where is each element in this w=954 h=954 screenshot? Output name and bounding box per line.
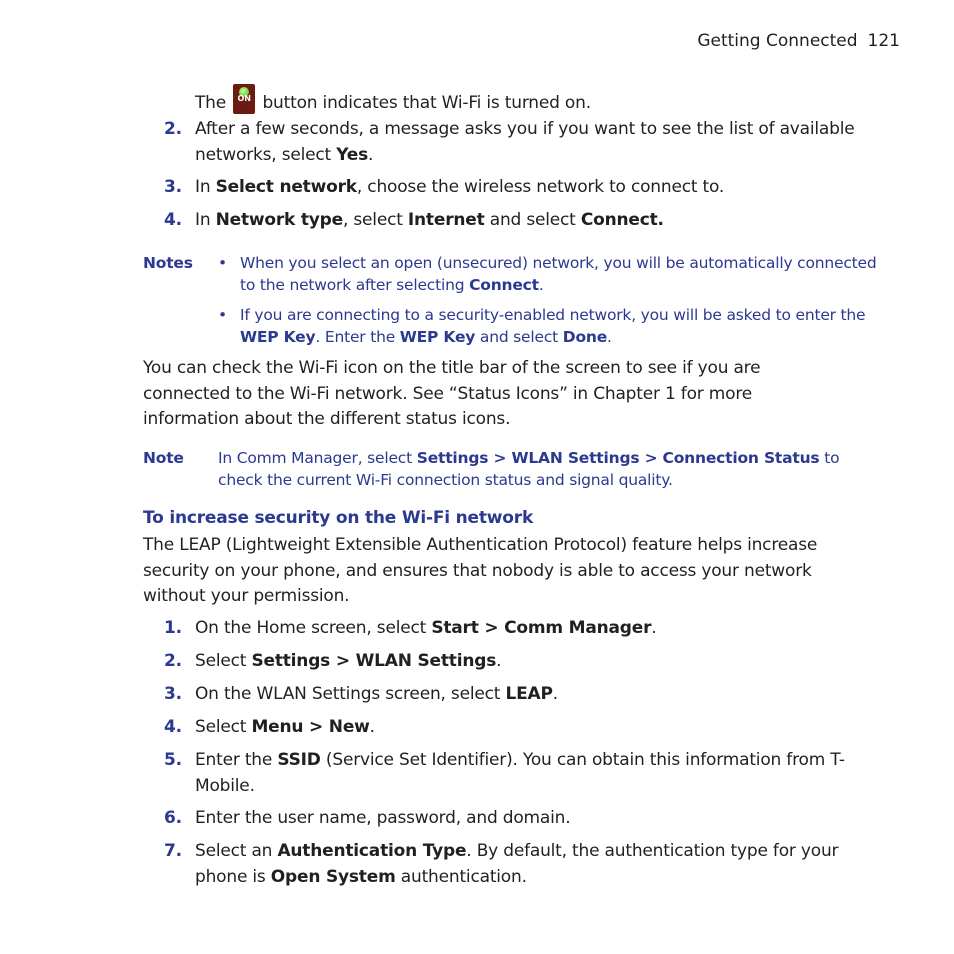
status-icons-paragraph: You can check the Wi-Fi icon on the title bar of the screen to see if you are connected to the Wi-Fi network. See “Status Icons” in Chapter 1 for more information about the different status icons. (143, 358, 761, 429)
step-number: 7. (164, 841, 182, 861)
step-b-7 (143, 839, 883, 890)
step-number: 3. (164, 684, 182, 704)
step-number: 1. (164, 618, 182, 638)
step-b-5 (143, 748, 883, 799)
page-header (697, 31, 900, 51)
notes-label: Notes (143, 254, 193, 272)
wifi-on-button-icon (233, 84, 255, 114)
step-number: 3. (164, 177, 182, 197)
step-text: Enter the SSID (Service Set Identifier). You can obtain this information from T-Mobile. (195, 750, 845, 796)
bullet-dot-icon: • (218, 306, 227, 324)
step-text: In Select network, choose the wireless network to connect to. (195, 177, 725, 197)
header-section-title: Getting Connected (697, 31, 858, 51)
intro-after-icon: button indicates that Wi-Fi is turned on. (262, 93, 591, 113)
step-text: Select Menu > New. (195, 717, 375, 737)
step-number: 5. (164, 750, 182, 770)
wifi-on-intro (195, 84, 920, 117)
step-b-6 (143, 806, 883, 832)
note-block (143, 447, 883, 491)
note-bullet-2: • If you are connecting to a security-enabled network, you will be asked to enter the WEP Key. Enter the WEP Key and select Done. (218, 306, 866, 346)
note-bullet-1: • When you select an open (unsecured) network, you will be automatically connected to the network after selecting Connect. (218, 254, 877, 294)
step-b-1 (143, 616, 883, 642)
step-number: 6. (164, 808, 182, 828)
step-number: 2. (164, 119, 182, 139)
notes-block (143, 252, 883, 348)
step-b-4 (143, 715, 883, 741)
step-number: 4. (164, 717, 182, 737)
header-page-number: 121 (867, 31, 900, 51)
section-heading: To increase security on the Wi-Fi network (143, 508, 534, 528)
step-text: After a few seconds, a message asks you if you want to see the list of available networks, select Yes. (195, 119, 855, 165)
step-text: In Network type, select Internet and select Connect. (195, 210, 664, 230)
step-b-2 (143, 649, 883, 675)
on-icon-label: ON (237, 93, 251, 103)
step-text: Select an Authentication Type. By default, the authentication type for your phone is Open System authentication. (195, 841, 839, 887)
step-text: On the WLAN Settings screen, select LEAP. (195, 684, 558, 704)
step-number: 4. (164, 210, 182, 230)
bullet-dot-icon: • (218, 254, 227, 272)
leap-paragraph: The LEAP (Lightweight Extensible Authentication Protocol) feature helps increase security on your phone, and ensures that nobody is able to access your network without your permission. (143, 535, 818, 606)
step-a-4 (143, 208, 883, 234)
note-label: Note (143, 449, 184, 467)
step-a-2 (143, 117, 883, 168)
step-text: Select Settings > WLAN Settings. (195, 651, 502, 671)
step-number: 2. (164, 651, 182, 671)
notes-bullets (218, 252, 883, 348)
step-a-3 (143, 175, 883, 201)
intro-before-icon: The (195, 93, 227, 113)
step-text: Enter the user name, password, and domain. (195, 808, 571, 828)
step-text: On the Home screen, select Start > Comm Manager. (195, 618, 657, 638)
step-b-3 (143, 682, 883, 708)
note-text: In Comm Manager, select Settings > WLAN Settings > Connection Status to check the current Wi-Fi connection status and signal quality. (218, 449, 840, 489)
